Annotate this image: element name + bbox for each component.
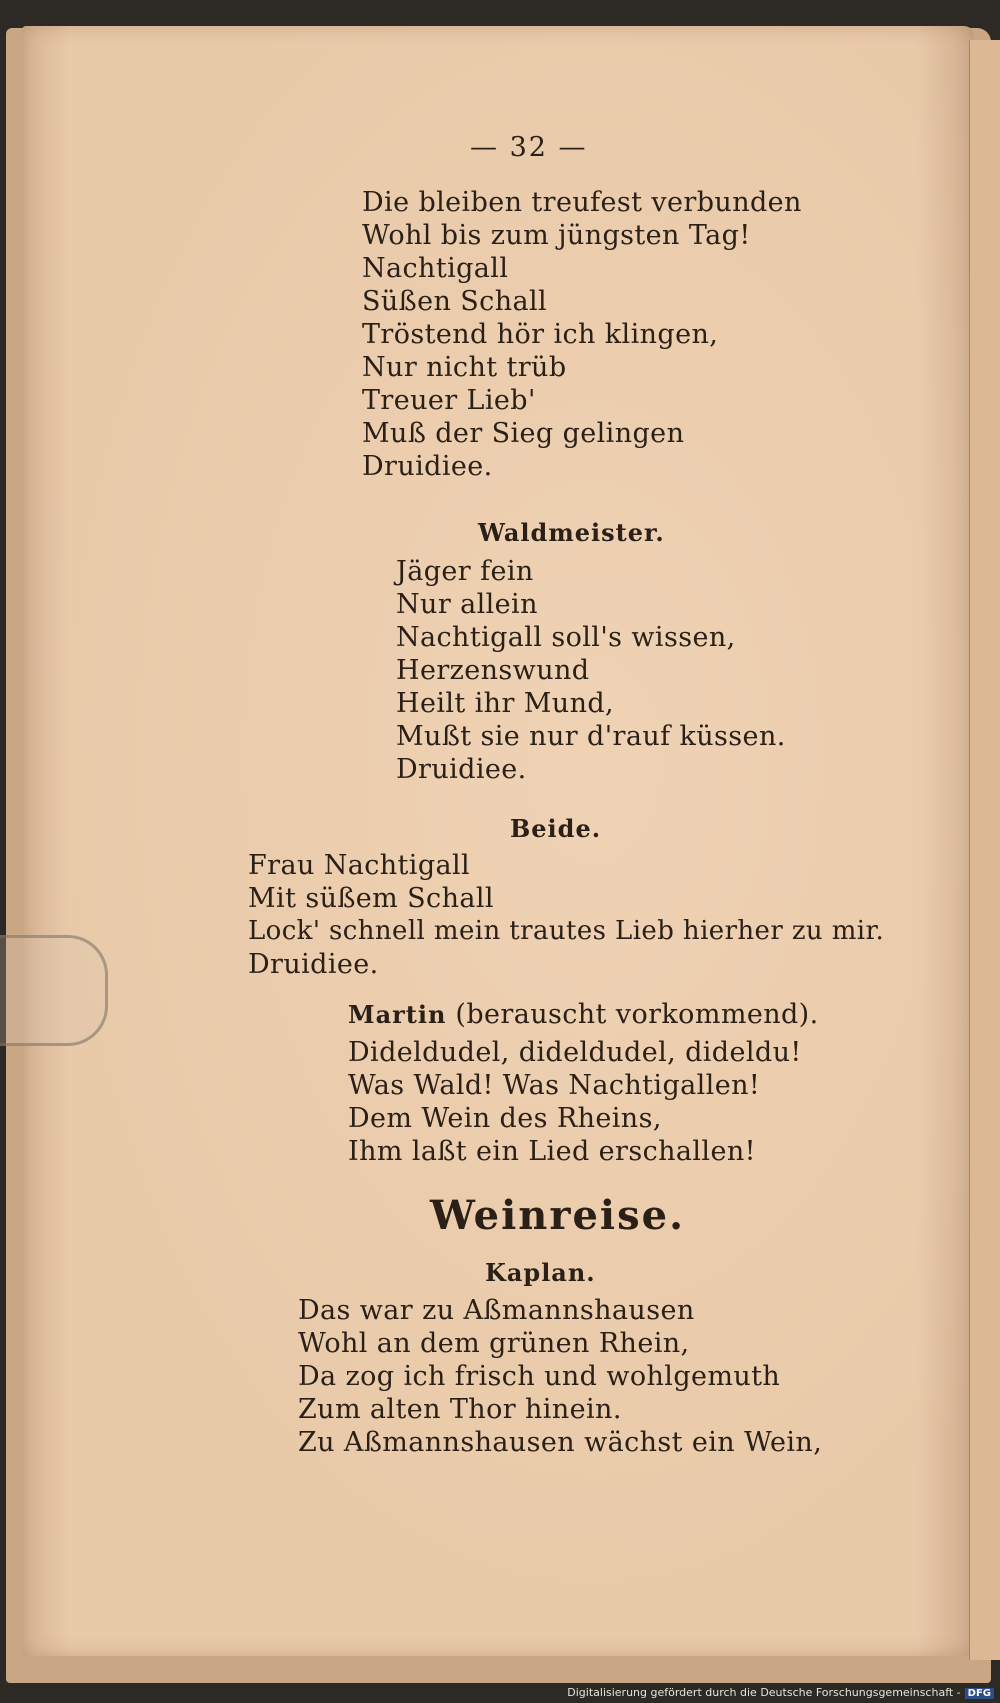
verse-line: Druidiee. <box>396 754 527 785</box>
verse-line: Wohl an dem grünen Rhein, <box>298 1328 690 1359</box>
digitization-credit <box>567 1686 994 1699</box>
verse-line: Nachtigall <box>362 253 509 284</box>
verse-line: Nachtigall soll's wissen, <box>396 622 736 653</box>
verse-line: Nur allein <box>396 589 538 620</box>
verse-line: Treuer Lieb' <box>362 385 536 416</box>
page-number: — 32 — <box>470 132 588 163</box>
verse-line: Was Wald! Was Nachtigallen! <box>348 1070 761 1101</box>
speaker-beide: Beide. <box>510 814 602 843</box>
verse-line: Frau Nachtigall <box>248 850 471 881</box>
section-title: Weinreise. <box>430 1192 685 1239</box>
verse-line: Mußt sie nur d'rauf küssen. <box>396 721 786 752</box>
verse-line: Druidiee. <box>362 451 493 482</box>
verse-line: Die bleiben treufest verbunden <box>362 187 802 218</box>
dfg-logo: DFG <box>965 1688 994 1699</box>
verse-line: Jäger fein <box>396 556 534 587</box>
verse-line: Druidiee. <box>248 949 379 980</box>
verse-line: Wohl bis zum jüngsten Tag! <box>362 220 751 251</box>
verse-line: Nur nicht trüb <box>362 352 567 383</box>
speaker-martin: Martin <box>348 1000 447 1029</box>
verse-line: Tröstend hör ich klingen, <box>362 319 719 350</box>
verse-line: Das war zu Aßmannshausen <box>298 1295 695 1326</box>
verse-line: Herzenswund <box>396 655 590 686</box>
verse-line: Mit süßem Schall <box>248 883 494 914</box>
verse-line: Zum alten Thor hinein. <box>298 1394 622 1425</box>
credit-text: Digitalisierung gefördert durch die Deutsche Forschungsgemeinschaft - <box>567 1686 961 1699</box>
verse-line: Dem Wein des Rheins, <box>348 1103 662 1134</box>
verse-line: Heilt ihr Mund, <box>396 688 615 719</box>
verse-line: Da zog ich frisch und wohlgemuth <box>298 1361 781 1392</box>
speaker-kaplan: Kaplan. <box>485 1258 596 1287</box>
speaker-waldmeister: Waldmeister. <box>478 518 665 547</box>
verse-line: Dideldudel, dideldudel, dideldu! <box>348 1037 802 1068</box>
verse-line: Lock' schnell mein trautes Lieb hierher zu mir. <box>248 916 885 946</box>
stage-direction: (berauscht vorkommend). <box>455 999 819 1030</box>
verse-line: Ihm laßt ein Lied erschallen! <box>348 1136 756 1167</box>
verse-line: Süßen Schall <box>362 286 548 317</box>
verse-line: Zu Aßmannshausen wächst ein Wein, <box>298 1427 823 1458</box>
speaker-martin-line <box>348 998 819 1031</box>
verse-line: Muß der Sieg gelingen <box>362 418 685 449</box>
